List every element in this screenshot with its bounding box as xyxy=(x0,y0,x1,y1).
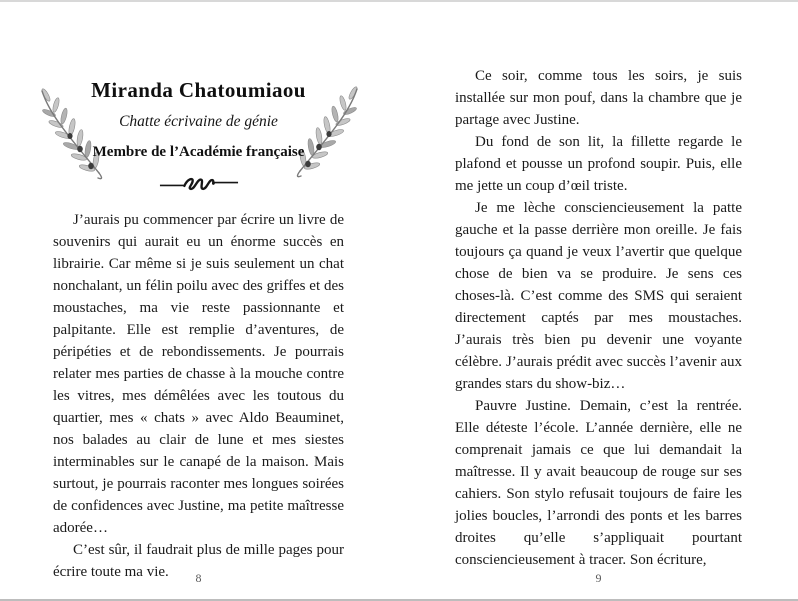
left-page-text xyxy=(53,209,344,583)
paragraph: C’est sûr, il faudrait plus de mille pages pour écrire toute ma vie. xyxy=(53,542,344,580)
chapter-title: Miranda Chatoumiaou xyxy=(91,78,306,102)
left-page-number: 8 xyxy=(195,571,202,585)
paragraph: Du fond de son lit, la fillette regarde le plafond et pousse un profond soupir. Puis, elle me jette un coup d’œil triste. xyxy=(455,134,742,194)
right-page-text xyxy=(455,2,742,571)
chapter-subtitle: Chatte écrivaine de génie xyxy=(119,113,278,130)
knot-flourish-icon xyxy=(53,175,344,193)
page-left xyxy=(53,2,344,599)
chapter-affiliation: Membre de l’Académie française xyxy=(92,144,305,160)
chapter-header xyxy=(53,2,344,193)
paragraph: Je me lèche consciencieusement la patte gauche et la passe derrière mon oreille. Je fais toujours ça quand je veux l’avertir que quelque chose de bien va se produire. Je sens ces choses-là. C’est comme des SMS qui seraient directement captés par mes moustaches. J’aurais très bien pu devenir une voyante célèbre. J’aurais prédit avec succès l’avenir aux grandes stars du show-biz… xyxy=(455,200,742,392)
right-page-number: 9 xyxy=(595,571,602,585)
paragraph: J’aurais pu commencer par écrire un livre de souvenirs qui aurait eu un énorme succès en librairie. Car même si je suis seulement un chat nonchalant, un félin poilu avec des griffes et des moustaches, ma vie reste passionnante et palpitante. Elle est remplie d’aventures, de péripéties et de rebondissements. Je pourrais relater mes parties de chasse à la mouche contre les vitres, mes démêlées avec les toutous du quartier, mes « chats » avec Aldo Beauminet, nos balades au clair de lune et mes siestes interminables sur le canapé de la maison. Mais surtout, je pourrais raconter mes longues soirées de confidences avec Justine, ma petite maîtresse adorée… xyxy=(53,212,344,536)
paragraph: Pauvre Justine. Demain, c’est la rentrée. Elle déteste l’école. L’année dernière, elle ne comprenait jamais ce que lui demandait la maîtresse. Il y avait beaucoup de rouge sur ses cahiers. Son stylo refusait toujours de faire les jolies boucles, l’arrondi des ponts et les barres droites qu’elle s’appliquait pourtant consciencieusement à tracer. Son écriture, xyxy=(455,398,742,568)
page-right xyxy=(455,2,742,599)
paragraph: Ce soir, comme tous les soirs, je suis installée sur mon pouf, dans la chambre que je partage avec Justine. xyxy=(455,68,742,128)
